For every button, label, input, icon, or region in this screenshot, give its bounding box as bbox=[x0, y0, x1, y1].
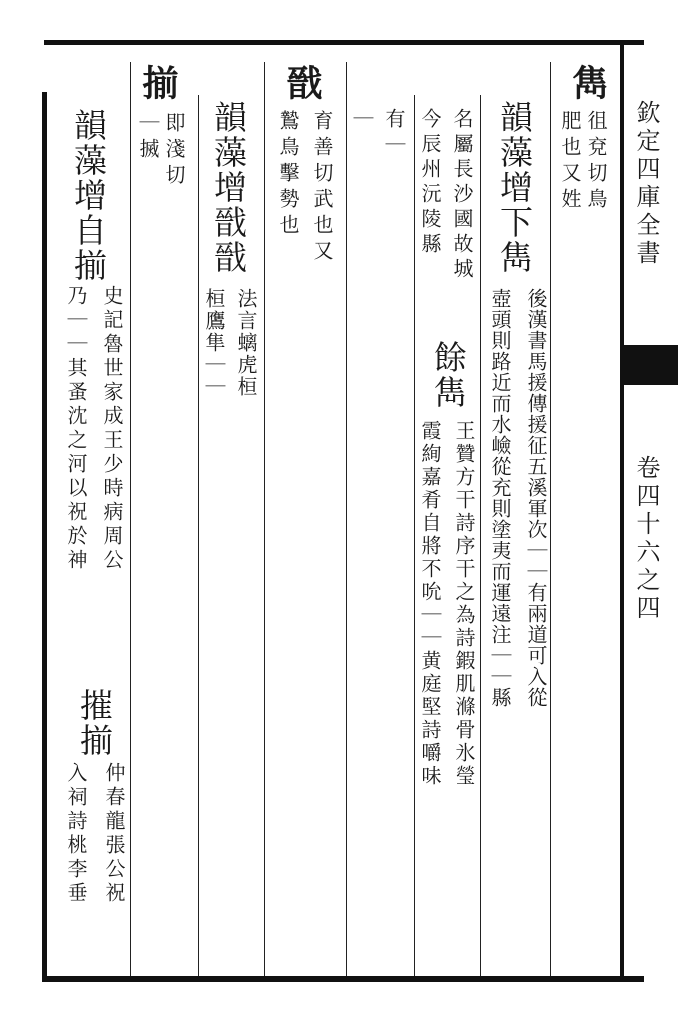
annotation: 今辰州沅陵縣 bbox=[418, 108, 442, 258]
frame-inner-right bbox=[620, 40, 624, 982]
annotation: 壺頭則路近而水嶮從充則塗夷而運遠注｜｜縣 bbox=[488, 288, 512, 708]
annotation: 王贊方干詩序干之為詩鍜肌滌骨氷瑩 bbox=[452, 420, 476, 788]
entry-head-jian2: 揃 bbox=[137, 64, 179, 100]
section-head-zijian: 韻藻增自揃 bbox=[69, 108, 108, 283]
annotation: 桓鷹隼｜｜ bbox=[202, 288, 226, 398]
margin-fishtail bbox=[624, 345, 678, 385]
col-rule bbox=[414, 95, 415, 976]
annotation: 肥也又姓 bbox=[558, 110, 582, 214]
annotation: 入祠詩桃李垂 bbox=[64, 762, 88, 906]
annotation: 即淺切 bbox=[162, 112, 186, 190]
entry-head-jun: 雋 bbox=[567, 64, 609, 100]
book-title: 欽定四庫全書 bbox=[632, 100, 660, 268]
annotation: 育善切武也又 bbox=[310, 110, 334, 266]
section-head-yujun: 餘雋 bbox=[429, 340, 468, 410]
annotation: 徂兗切鳥 bbox=[584, 110, 608, 214]
frame-bottom bbox=[44, 976, 644, 982]
annotation: 後漢書馬援傳援征五溪軍次｜｜有兩道可入從 bbox=[524, 288, 548, 708]
volume-label: 卷四十六之四 bbox=[632, 455, 660, 623]
section-head-cuijian: 摧揃 bbox=[75, 688, 114, 758]
annotation: 史記魯世家成王少時病周公 bbox=[100, 285, 124, 573]
col-rule bbox=[480, 95, 481, 976]
annotation: 法言螭虎桓 bbox=[234, 288, 258, 398]
annotation: 仲春龍張公祝 bbox=[102, 762, 126, 906]
entry-head-jian: 戩 bbox=[281, 64, 323, 100]
col-rule bbox=[346, 62, 347, 976]
frame-top bbox=[44, 40, 644, 45]
annotation: 名屬長沙國故城 bbox=[450, 108, 474, 283]
col-rule bbox=[130, 62, 131, 976]
annotation: 乃｜｜其蚤沈之河以祝於神 bbox=[64, 285, 88, 573]
col-rule bbox=[264, 62, 265, 976]
annotation: 霞絢嘉肴自將不吮｜｜黄庭堅詩嚼味 bbox=[418, 420, 442, 788]
section-head-jianjian: 韻藻增戩戩 bbox=[209, 100, 248, 275]
frame-left bbox=[42, 92, 47, 982]
annotation: ｜搣 bbox=[136, 112, 160, 164]
annotation: 有｜ bbox=[382, 108, 406, 160]
annotation: 鷙鳥擊勢也 bbox=[276, 110, 300, 240]
section-head-xiajun: 韻藻增下雋 bbox=[495, 100, 534, 275]
annotation: ｜ bbox=[350, 108, 374, 134]
col-rule bbox=[198, 95, 199, 976]
col-rule bbox=[550, 62, 551, 976]
